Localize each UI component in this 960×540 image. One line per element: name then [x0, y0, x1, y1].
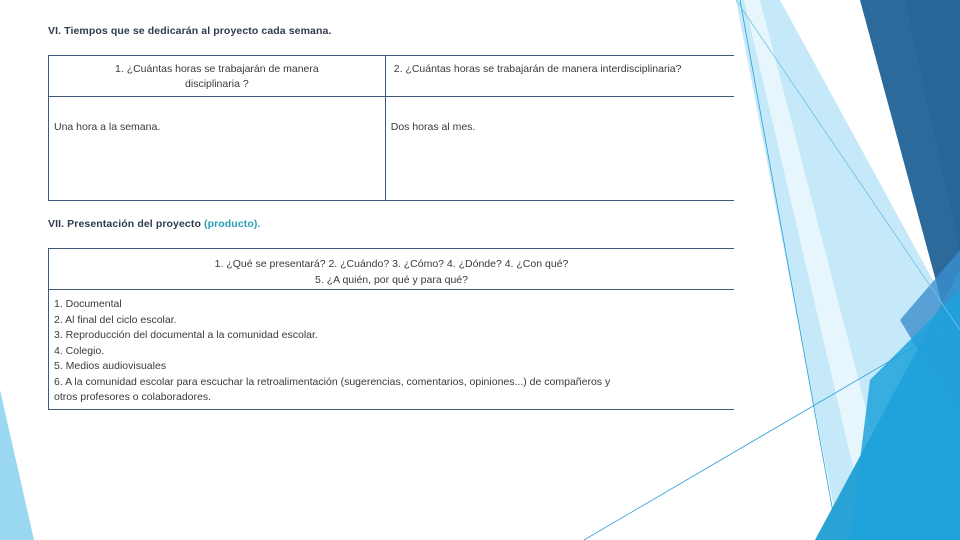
section7-title-accent: (producto). — [203, 218, 261, 230]
hours-table — [48, 55, 734, 201]
question-line: 5. ¿A quién, por qué y para qué? — [315, 274, 468, 286]
question-line: 1. ¿Qué se presentará? 2. ¿Cuándo? 3. ¿Cómo? 4. ¿Dónde? 4. ¿Con qué? — [214, 258, 569, 270]
answer-text: Dos horas al mes. — [390, 121, 476, 133]
presentation-questions — [49, 249, 735, 290]
hours-question-interdisciplinary — [385, 56, 734, 97]
question-line: 2. ¿Cuántas horas se trabajarán de manera interdisciplinaria? — [393, 63, 682, 75]
answer-line: 5. Medios audiovisuales — [54, 360, 167, 372]
presentation-table — [48, 248, 734, 410]
answer-line: otros profesores o colaboradores. — [54, 391, 212, 403]
presentation-answers — [49, 290, 735, 410]
answer-line: 4. Colegio. — [54, 344, 105, 357]
answer-line: 3. Reproducción del documental a la comunidad escolar. — [54, 329, 318, 341]
hours-answer-disciplinary — [49, 97, 386, 201]
section6-title: VI. Tiempos que se dedicarán al proyecto cada semana. — [48, 25, 332, 37]
question-line: 1. ¿Cuántas horas se trabajarán de manera — [115, 63, 319, 75]
answer-line: 2. Al final del ciclo escolar. — [54, 313, 177, 326]
answer-text: Una hora a la semana. — [54, 121, 161, 133]
question-line: disciplinaria ? — [185, 78, 249, 90]
deco-left-sliver — [0, 390, 34, 540]
hours-question-disciplinary — [49, 56, 386, 97]
hours-answer-interdisciplinary — [385, 97, 734, 201]
section7-title — [48, 218, 261, 230]
section7-title-main: VII. Presentación del proyecto — [48, 218, 204, 230]
answer-line: 6. A la comunidad escolar para escuchar la retroalimentación (sugerencias, comentarios, opiniones...) de compañeros y — [54, 375, 611, 388]
answer-line: 1. Documental — [54, 298, 122, 310]
